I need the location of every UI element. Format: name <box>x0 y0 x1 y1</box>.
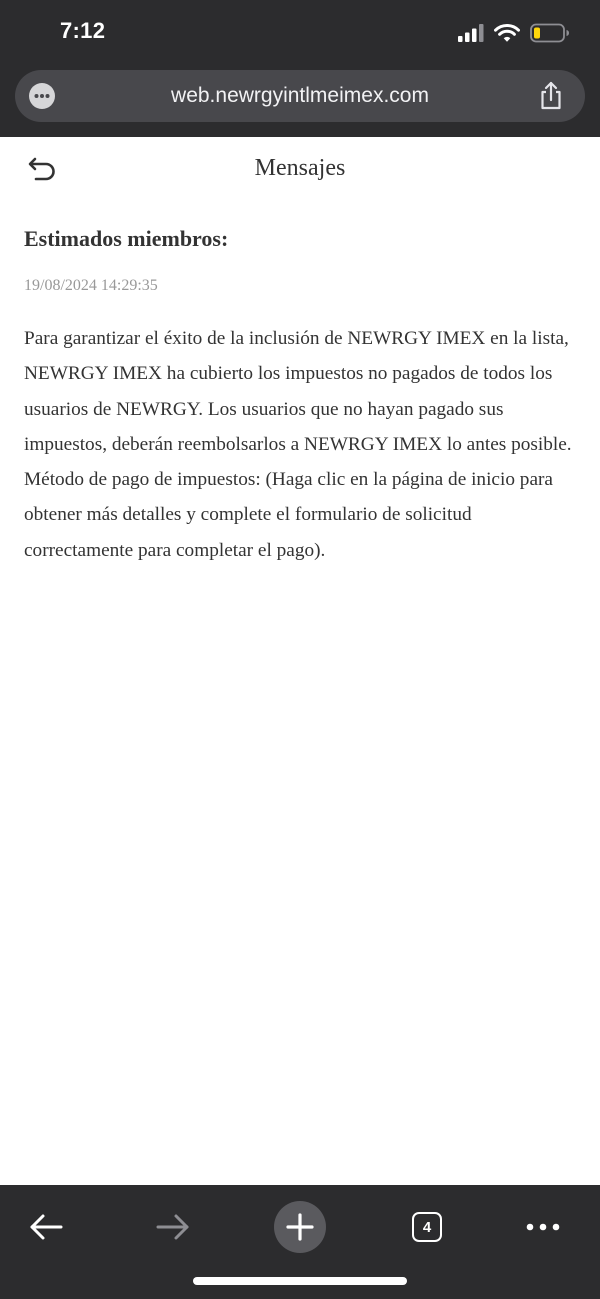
message-heading: Estimados miembros: <box>24 226 229 251</box>
menu-button[interactable] <box>511 1195 575 1259</box>
battery-icon <box>530 23 570 43</box>
arrow-left-icon <box>28 1212 64 1242</box>
message-date: 19/08/2024 14:29:35 <box>24 277 158 294</box>
address-bar[interactable] <box>15 70 585 122</box>
nav-forward-button[interactable] <box>141 1195 205 1259</box>
home-indicator[interactable] <box>193 1277 407 1285</box>
cellular-signal-icon <box>458 24 484 42</box>
url-text[interactable]: web.newrgyintlmeimex.com <box>171 84 429 107</box>
message-body: Para garantizar el éxito de la inclusión de NEWRGY IMEX en la lista, NEWRGY IMEX ha cubierto los impuestos no pagados de todos los usuarios de NEWRGY. Los usuarios que no hayan pagado sus impuestos, deberán reembolsarlos a NEWRGY IMEX lo antes posible. Método de pago de impuestos: (Haga clic en la página de inicio para obtener más detalles y complete el formulario de solicitud correctamente para completar el pago). <box>24 328 572 561</box>
status-time: 7:12 <box>60 18 106 43</box>
plus-icon <box>274 1201 326 1253</box>
share-icon[interactable] <box>535 80 567 112</box>
page-header <box>0 137 600 199</box>
nav-back-button[interactable] <box>14 1195 78 1259</box>
page-title: Mensajes <box>254 155 346 181</box>
tabs-button[interactable] <box>395 1195 459 1259</box>
status-icons <box>458 20 570 46</box>
arrow-right-icon <box>155 1212 191 1242</box>
more-horizontal-icon <box>525 1222 561 1232</box>
more-horizontal-icon[interactable] <box>29 83 55 109</box>
browser-bottom-bar <box>0 1185 600 1299</box>
new-tab-button[interactable] <box>268 1195 332 1259</box>
tabs-icon: 4 <box>412 1212 442 1242</box>
browser-top-bar <box>0 0 600 137</box>
wifi-icon <box>494 23 520 43</box>
